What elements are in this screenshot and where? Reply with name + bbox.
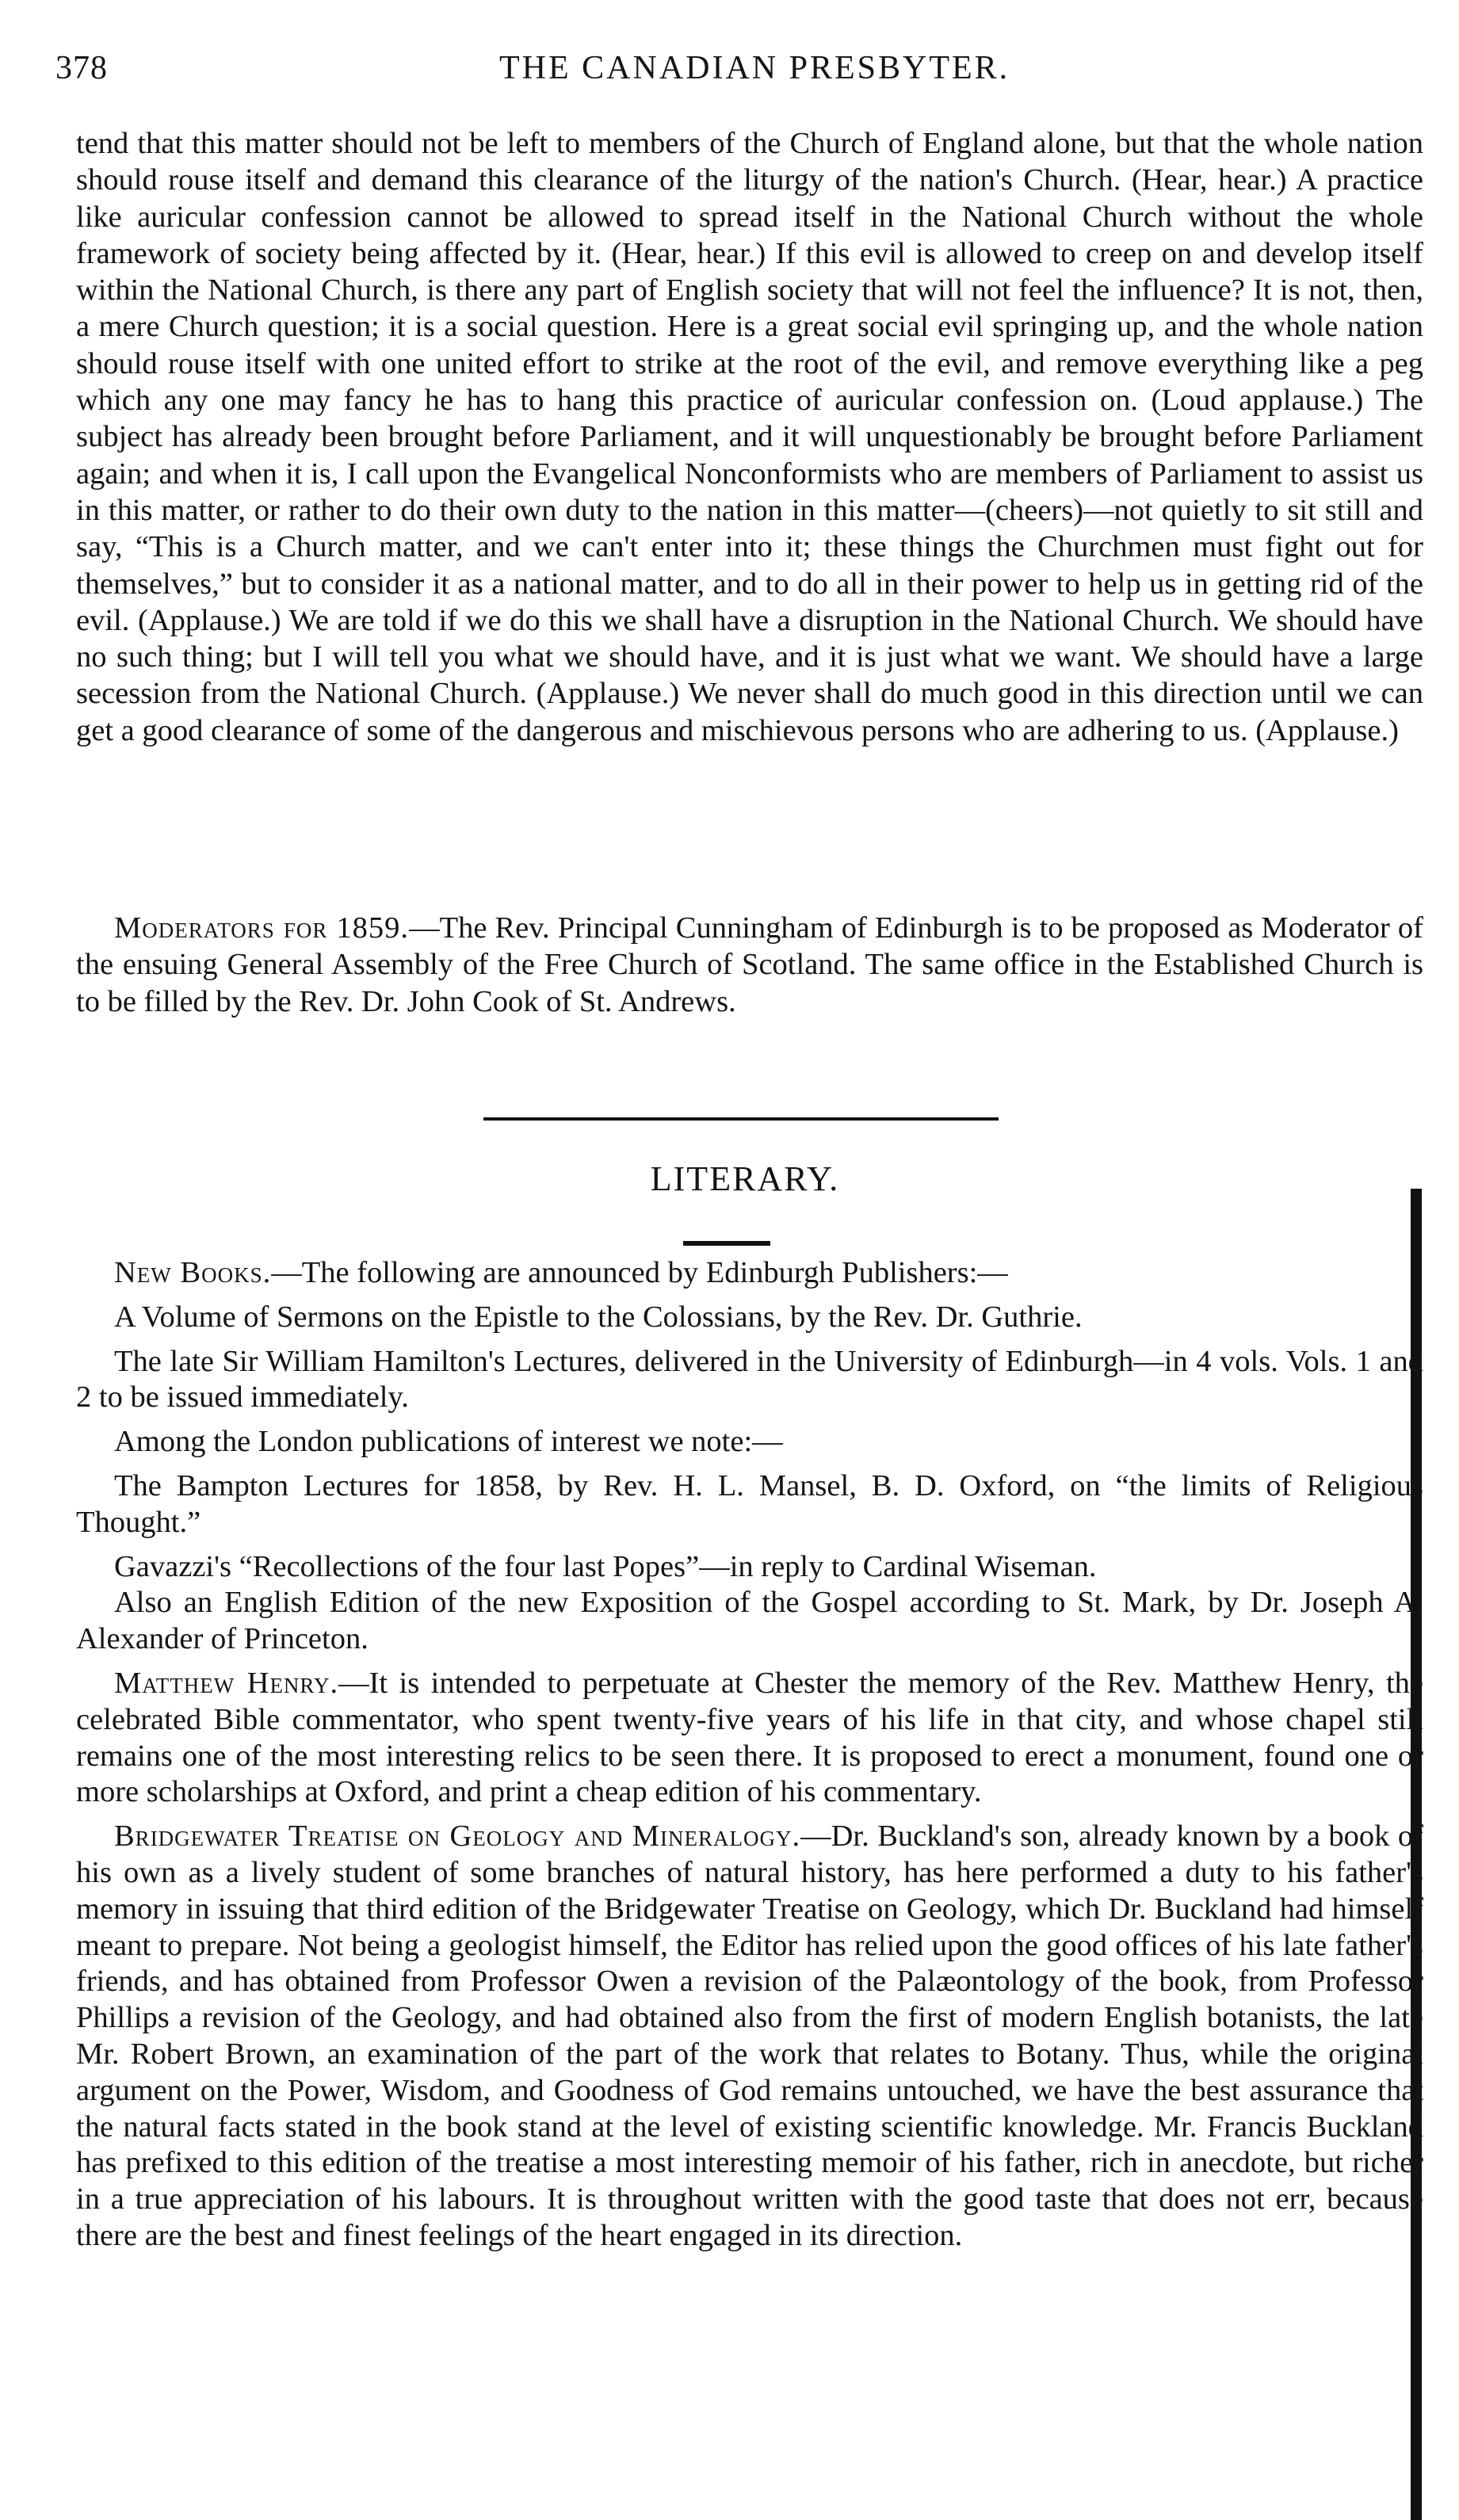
matthew-henry-heading: Matthew Henry. [114,1666,339,1700]
book-item-sermons: A Volume of Sermons on the Epistle to the Colossians, by the Rev. Dr. Guthrie. [114,1300,1083,1334]
book-item-bampton: The Bampton Lectures for 1858, by Rev. H. L. Mansel, B. D. Oxford, on “the limits of Religious Thought.” [76,1468,1423,1539]
matthew-henry-text: —It is intended to perpetuate at Chester the memory of the Rev. Matthew Henry, the celebrated Bible commentator, who spent twenty-five years of his life in that city, and whose chapel still remains one of the most interesting relics to be seen there. It is proposed to erect a monument, found one or more scholarships at Oxford, and print a cheap edition of his commentary. [76,1666,1423,1809]
literary-title: LITERARY. [650,1159,840,1198]
speech-paragraph: tend that this matter should not be left to members of the Church of England alone, but that the whole nation should rouse itself and demand this clearance of the liturgy of the nation's Church. (Hear, hear.) A practice like auricular confession cannot be allowed to spread itself in the National Church without the whole framework of society being affected by it. (Hear, hear.) If this evil is allowed to creep on and develop itself within the National Church, is there any part of English society that will not feel the influence? It is not, then, a mere Church question; it is a social question. Here is a great social evil springing up, and the whole nation should rouse itself with one united effort to strike at the root of the evil, and remove everything like a peg which any one may fancy he has to hang this practice of auricular confession on. (Loud applause.) The subject has already been brought before Parliament, and it will unquestionably be brought before Parliament again; and when it is, I call upon the Evangelical Nonconformists who are members of Parliament to assist us in this matter, or rather to do their own duty to the nation in this matter—(cheers)—not quietly to sit still and say, “This is a Church matter, and we can't enter into it; these things the Churchmen must fight out for themselves,” but to consider it as a national matter, and to do all in their power to help us in getting rid of the evil. (Applause.) We are told if we do this we shall have a disruption in the National Church. We should have no such thing; but I will tell you what we should have, and it is just what we want. We should have a large secession from the National Church. (Applause.) We never shall do much good in this direction until we can get a good clearance of some of the dangerous and mischievous persons who are adhering to us. (Applause.) [76,127,1423,747]
bridgewater-heading: Bridgewater Treatise on Geology and Mineralogy. [114,1819,801,1854]
new-books-text: —The following are announced by Edinburgh Publishers:— [271,1256,1008,1289]
title-underline [683,1241,770,1246]
bridgewater-paragraph [76,1819,1423,2255]
matthew-henry-paragraph [76,1666,1423,1811]
london-intro: Among the London publications of interest we note:— [114,1425,783,1459]
page-number: 378 [55,50,108,86]
book-item-hamilton: The late Sir William Hamilton's Lectures, delivered in the University of Edinburgh—in 4 vols. Vols. 1 and 2 to be issued immediately. [76,1344,1423,1415]
moderators-paragraph [76,910,1423,1020]
moderators-text: —The Rev. Principal Cunningham of Edinburgh is to be proposed as Moderator of the ensuing General Assembly of the Free Church of Scotland. The same office in the Established Church is to be filled by the Rev. Dr. John Cook of St. Andrews. [76,911,1423,1018]
article-continuation [76,125,1423,749]
running-head [55,49,1419,97]
new-books-heading: New Books. [114,1256,272,1289]
book-item-mark: Also an English Edition of the new Exposition of the Gospel according to St. Mark, by Dr. Joseph A. Alexander of Princeton. [76,1586,1423,1656]
moderators-section [76,910,1423,1020]
section-divider [483,1117,999,1121]
journal-title: THE CANADIAN PRESBYTER. [499,50,1010,86]
literary-section [76,1255,1423,2255]
bridgewater-text: —Dr. Buckland's son, already known by a book of his own as a lively student of some branches of natural history, has here performed a duty to his father's memory in issuing that third edition of the Bridgewater Treatise on Geology, which Dr. Buckland had himself meant to prepare. Not being a geologist himself, the Editor has relied upon the good offices of his late father's friends, and has obtained from Professor Owen a revision of the Palæontology of the book, from Professor Phillips a revision of the Geology, and had obtained also from the first of modern English botanists, the late Mr. Robert Brown, an examination of the part of the work that relates to Botany. Thus, while the original argument on the Power, Wisdom, and Goodness of God remains untouched, we have the best assurance that the natural facts stated in the book stand at the level of existing scientific knowledge. Mr. Francis Buckland has prefixed to this edition of the treatise a most interesting memoir of his father, rich in anecdote, but richer in a true appreciation of his labours. It is throughout written with the good taste that does not err, because there are the best and finest feelings of the heart engaged in its direction. [76,1819,1423,2252]
new-books-paragraph [76,1255,1423,1292]
moderators-heading: Moderators for 1859. [114,911,410,945]
book-item-gavazzi: Gavazzi's “Recollections of the four last Popes”—in reply to Cardinal Wiseman. [114,1549,1097,1583]
